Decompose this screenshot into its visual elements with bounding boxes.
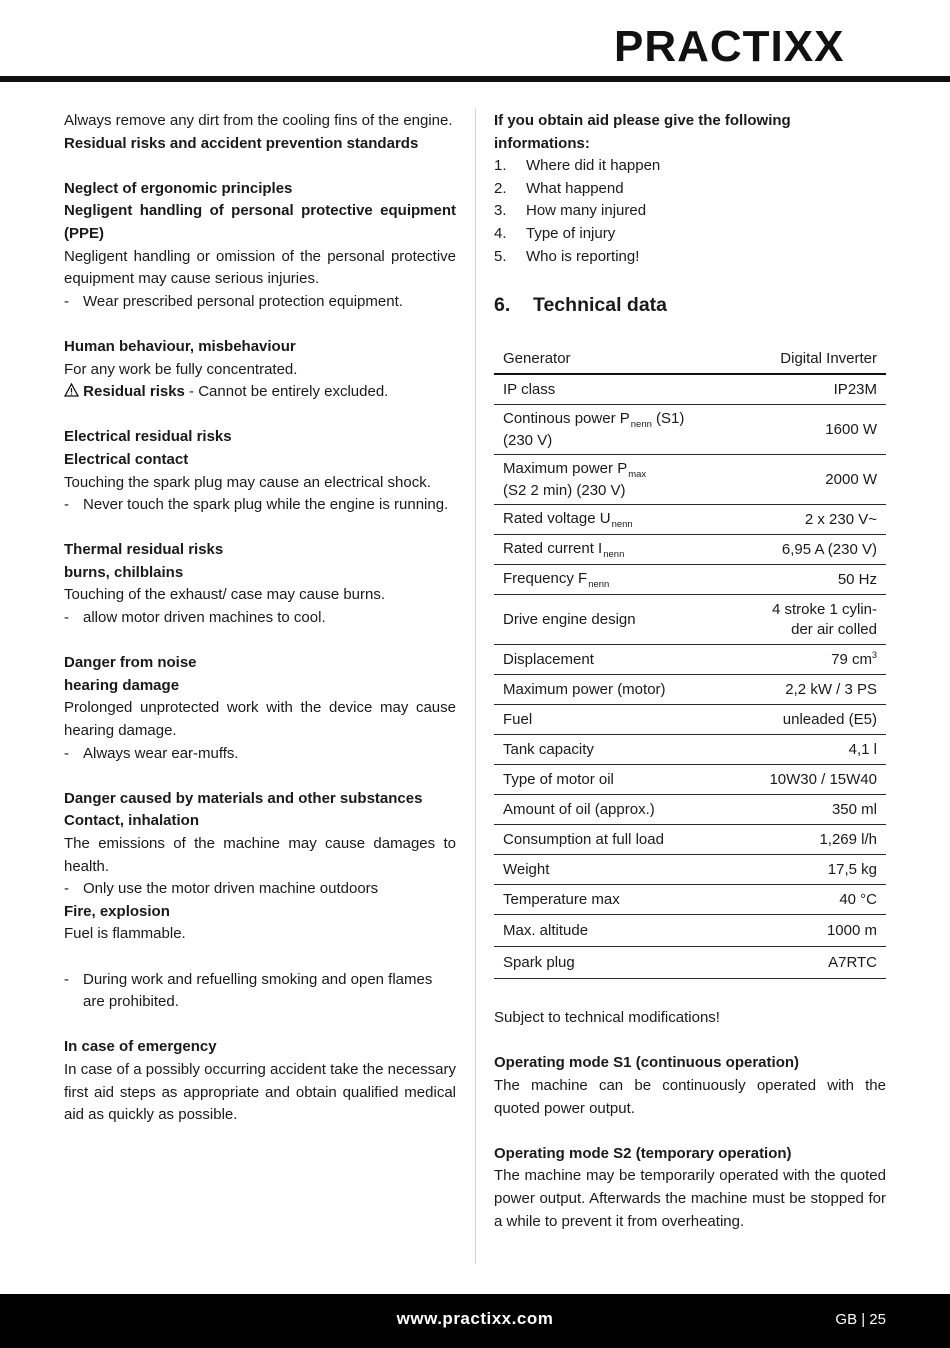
- ppe-text: Negligent handling or omission of the personal protective equipment may cause serious injuries.: [64, 247, 456, 288]
- spec-value: 1000 m: [735, 915, 886, 947]
- list-item: - During work and refuelling smoking and open flames are prohibited.: [64, 970, 433, 1011]
- spec-label: Maximum power $P_{max}$ (S2 2 min) (230 V): [494, 455, 735, 505]
- table-row: [494, 735, 886, 765]
- spec-label: Fuel: [494, 705, 735, 735]
- noise-heading: Danger from noise: [64, 654, 197, 672]
- page-number: GB | 25: [835, 1311, 886, 1328]
- table-row: [494, 505, 886, 535]
- spec-label: Max. altitude: [494, 915, 735, 947]
- spec-label: Frequency $F_{nenn}$: [494, 565, 735, 595]
- table-row: [494, 565, 886, 595]
- table-row: [494, 765, 886, 795]
- table-row: [494, 405, 886, 455]
- table-row: [494, 455, 886, 505]
- spec-label: Displacement: [494, 645, 735, 675]
- spec-label: Rated voltage $U_{nenn}$: [494, 505, 735, 535]
- burns-heading: burns, chilblains: [64, 563, 184, 581]
- table-row: [494, 885, 886, 915]
- spec-label: IP class: [494, 374, 735, 405]
- inhalation-heading: Contact, inhalation: [64, 812, 199, 830]
- table-row: [494, 595, 886, 645]
- spec-label: Weight: [494, 855, 735, 885]
- table-row: [494, 645, 886, 675]
- spec-label: Drive engine design: [494, 595, 735, 645]
- spec-value: 4,1 l: [735, 735, 886, 765]
- materials-text: The emissions of the machine may cause damages to health.: [64, 835, 456, 875]
- spec-value: 2000 W: [735, 455, 886, 505]
- spec-label: Type of motor oil: [494, 765, 735, 795]
- warning-icon: [64, 383, 79, 397]
- left-column: [64, 110, 456, 1127]
- behaviour-text: For any work be fully concentrated.: [64, 360, 298, 378]
- table-row: [494, 825, 886, 855]
- table-row: [494, 915, 886, 947]
- spec-label: Maximum power (motor): [494, 675, 735, 705]
- behaviour-heading: Human behaviour, misbehaviour: [64, 337, 296, 355]
- list-item: - Always wear ear-muffs.: [64, 744, 239, 762]
- spec-label: Temperature max: [494, 885, 735, 915]
- fire-heading: Fire, explosion: [64, 902, 170, 920]
- thermal-heading: Thermal residual risks: [64, 541, 224, 559]
- list-item: 1. Where did it happen: [494, 157, 661, 175]
- spec-label: Tank capacity: [494, 735, 735, 765]
- table-row: [494, 947, 886, 979]
- spec-value: 2 x 230 V~: [735, 505, 886, 535]
- spec-label: Amount of oil (approx.): [494, 795, 735, 825]
- aid-list: [494, 155, 886, 268]
- table-row: [494, 705, 886, 735]
- modifications-note: Subject to technical modifications!: [494, 1009, 720, 1027]
- aid-heading: If you obtain aid please give the following informations:: [494, 112, 791, 152]
- thermal-text: Touching of the exhaust/ case may cause burns.: [64, 586, 386, 604]
- s2-text: The machine may be temporarily operated with the quoted power output. Afterwards the machine must be stopped for a while to prevent it from overheating.: [494, 1167, 886, 1230]
- spec-value: 1600 W: [735, 405, 886, 455]
- spec-value: 4 stroke 1 cylin- der air colled: [735, 595, 886, 645]
- list-item: 3. How many injured: [494, 202, 647, 220]
- spec-value: IP23M: [735, 374, 886, 405]
- table-row: [494, 795, 886, 825]
- spec-label: Continous power $P_{nenn}$ (S1) (230 V): [494, 405, 735, 455]
- fire-text: Fuel is flammable.: [64, 925, 186, 943]
- electrical-contact-heading: Electrical contact: [64, 450, 189, 468]
- spec-table: [494, 344, 886, 979]
- website-link[interactable]: www.practixx.com: [396, 1309, 554, 1328]
- spec-label: Consumption at full load: [494, 825, 735, 855]
- noise-text: Prolonged unprotected work with the device may cause hearing damage.: [64, 699, 456, 740]
- spec-value: 6,95 A (230 V): [735, 535, 886, 565]
- ppe-heading: Negligent handling of personal protective equipment (PPE): [64, 202, 456, 242]
- emergency-text: In case of a possibly occurring accident take the necessary first aid steps as appropriate and obtain qualified medical aid as quickly as possible.: [64, 1060, 456, 1124]
- right-column: [494, 110, 886, 1233]
- table-row: [494, 535, 886, 565]
- section-title: 6. Technical data: [494, 294, 668, 317]
- spec-value: 1,269 l/h: [735, 825, 886, 855]
- spec-value: 10W30 / 15W40: [735, 765, 886, 795]
- logo-text: PRACTIXX: [614, 22, 845, 71]
- table-row: [494, 675, 886, 705]
- residual-risks-heading: Residual risks and accident prevention standards: [64, 134, 419, 152]
- spec-label: Rated current $I_{nenn}$: [494, 535, 735, 565]
- materials-heading: Danger caused by materials and other substances: [64, 789, 423, 807]
- spec-value: 40 °C: [735, 885, 886, 915]
- spec-value: 17,5 kg: [735, 855, 886, 885]
- spec-value: unleaded (E5): [735, 705, 886, 735]
- list-item: - allow motor driven machines to cool.: [64, 609, 326, 627]
- column-divider: [475, 108, 476, 1264]
- list-item: 2. What happend: [494, 179, 624, 197]
- spec-value: 2,2 kW / 3 PS: [735, 675, 886, 705]
- table-row: [494, 374, 886, 405]
- list-item: 4. Type of injury: [494, 224, 616, 242]
- practixx-logo: [614, 14, 914, 76]
- spec-value: A7RTC: [735, 947, 886, 979]
- s1-text: The machine can be continuously operated with the quoted power output.: [494, 1076, 886, 1117]
- list-item: 5. Who is reporting!: [494, 247, 640, 265]
- cooling-fins-text: Always remove any dirt from the cooling fins of the engine.: [64, 112, 453, 129]
- electrical-heading: Electrical residual risks: [64, 428, 232, 446]
- list-item: - Only use the motor driven machine outdoors: [64, 880, 379, 898]
- spec-label: Spark plug: [494, 947, 735, 979]
- s1-heading: Operating mode S1 (continuous operation): [494, 1054, 800, 1072]
- header-rule: [0, 76, 950, 82]
- hearing-heading: hearing damage: [64, 676, 180, 694]
- ergonomic-heading: Neglect of ergonomic principles: [64, 179, 293, 197]
- list-item: - Never touch the spark plug while the engine is running.: [64, 496, 449, 514]
- table-row: [494, 855, 886, 885]
- list-item: - Wear prescribed personal protection equipment.: [64, 292, 403, 310]
- emergency-heading: In case of emergency: [64, 1038, 217, 1056]
- spec-value: 50 Hz: [735, 565, 886, 595]
- residual-warning: Residual risks - Cannot be entirely excluded.: [64, 381, 456, 404]
- footer: [0, 1294, 950, 1348]
- spec-table-header: Generator Digital Inverter: [494, 344, 886, 374]
- s2-heading: Operating mode S2 (temporary operation): [494, 1144, 792, 1162]
- spec-value: 79 $cm^3$: [735, 645, 886, 675]
- electrical-text: Touching the spark plug may cause an electrical shock.: [64, 473, 431, 491]
- spec-value: 350 ml: [735, 795, 886, 825]
